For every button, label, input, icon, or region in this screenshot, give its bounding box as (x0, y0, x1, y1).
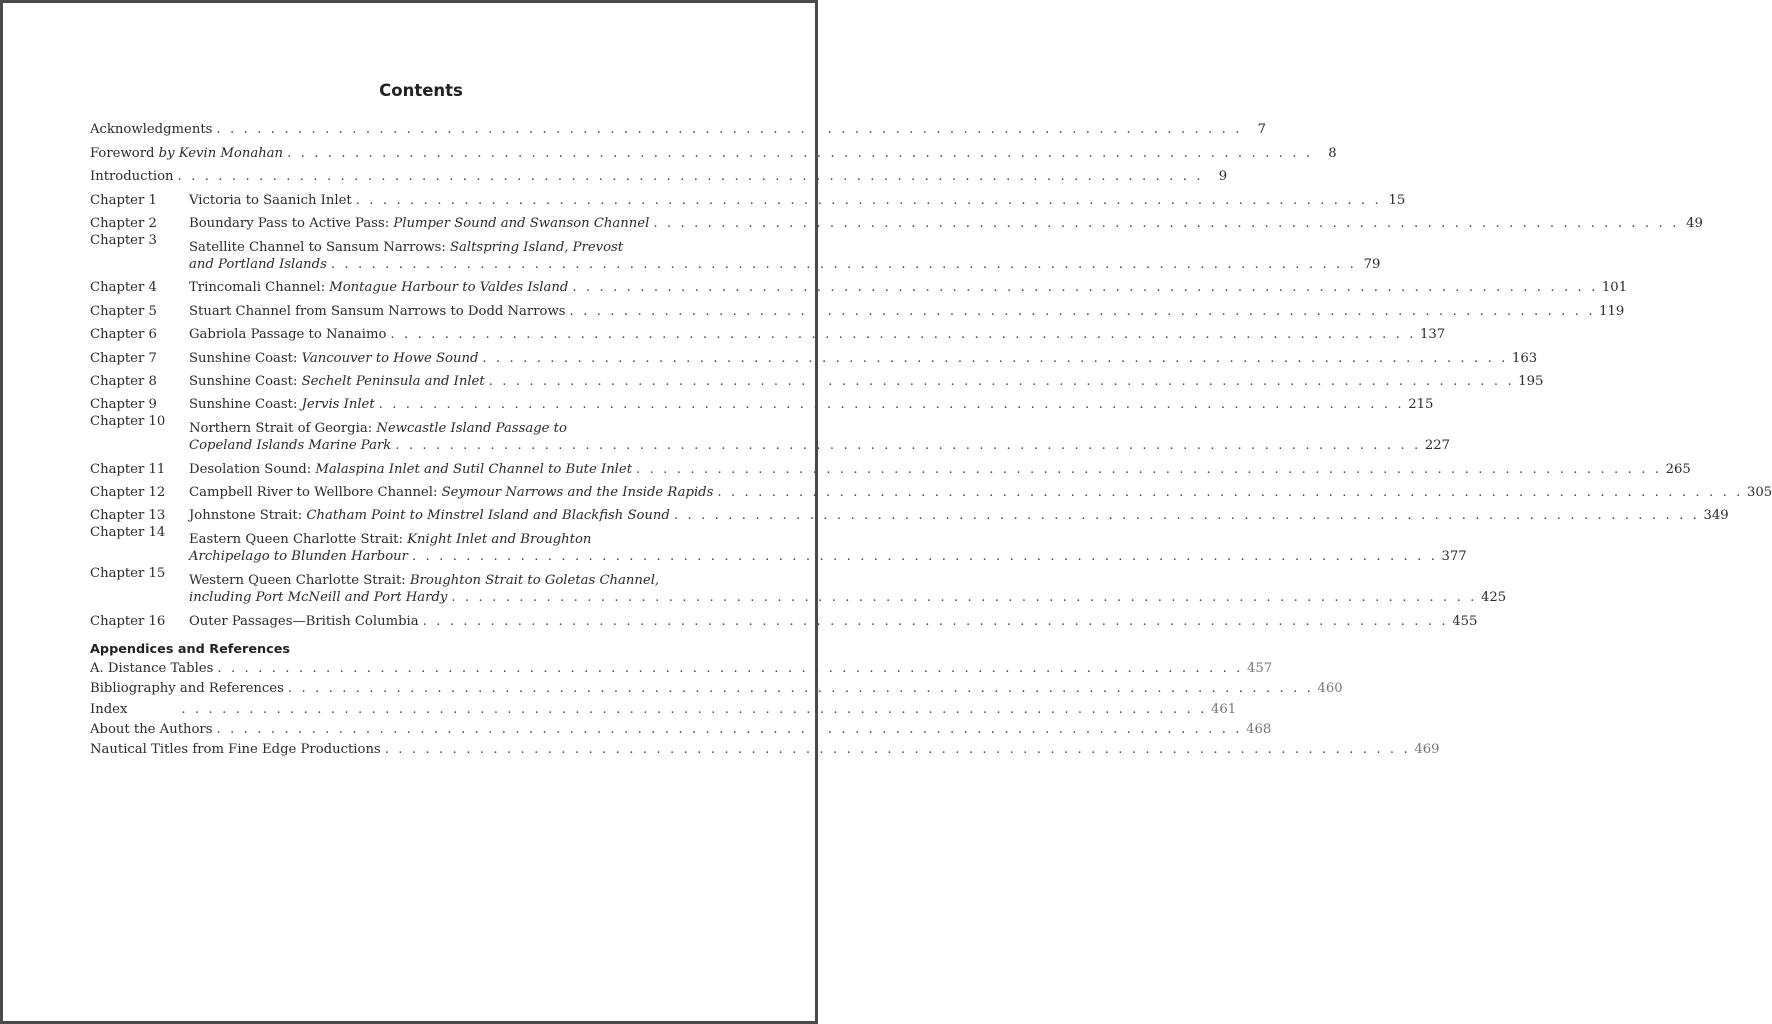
dot-leader (423, 613, 1449, 630)
appendices-heading: Appendices and References (90, 641, 291, 657)
toc-entry-title: A. Distance Tables (90, 660, 214, 676)
dot-leader (216, 121, 1242, 138)
chapter-title: Western Queen Charlotte Strait: Broughton Strait to Goletas Channel, (189, 573, 660, 589)
toc-page-number: 455 (1452, 613, 1478, 629)
chapter-title: Sunshine Coast: Sechelt Peninsula and Inlet (189, 373, 485, 389)
toc-entry-foreword[interactable] (90, 138, 1337, 161)
toc-entry-title: Index (90, 701, 128, 717)
chapter-number: Chapter 4 (90, 280, 157, 296)
dot-leader (287, 145, 1313, 162)
chapter-number: Chapter 14 (90, 525, 166, 541)
dot-leader (570, 303, 1596, 320)
toc-page-number: 49 (1686, 215, 1703, 231)
toc-chapter-13[interactable] (90, 501, 1729, 524)
chapter-title: Outer Passages—British Columbia (189, 613, 419, 629)
toc-chapter-14[interactable] (90, 524, 1467, 565)
toc-entry-title: Introduction (90, 169, 174, 185)
chapter-title: Eastern Queen Charlotte Strait: Knight Inlet and Broughton (189, 532, 592, 548)
toc-page-number: 461 (1210, 701, 1237, 717)
chapter-title: Sunshine Coast: Jervis Inlet (189, 397, 375, 413)
toc-page-number: 457 (1246, 660, 1273, 676)
chapter-number: Chapter 7 (90, 350, 157, 366)
toc-entry-title: Foreword by Kevin Monahan (90, 145, 284, 161)
dot-leader (451, 589, 1477, 606)
toc-chapter-15[interactable] (90, 565, 1507, 606)
toc-page-number: 227 (1424, 438, 1451, 454)
toc-page-number: 215 (1408, 397, 1434, 413)
dot-leader (653, 215, 1679, 232)
chapter-title-continued: Copeland Islands Marine Park (189, 438, 392, 454)
dot-leader (385, 741, 1411, 758)
toc-page-number: 305 (1746, 485, 1772, 501)
dot-leader (395, 437, 1421, 454)
toc-page-number: 119 (1599, 303, 1625, 319)
toc-page-number: 460 (1317, 681, 1343, 697)
appendix-entry[interactable] (90, 660, 1273, 677)
chapter-number: Chapter 6 (90, 327, 157, 343)
chapter-number: Chapter 5 (90, 303, 157, 319)
toc-chapter-7[interactable] (90, 343, 1538, 366)
toc-page-number: 79 (1363, 256, 1381, 272)
chapter-title: Boundary Pass to Active Pass: Plumper Sound and Swanson Channel (189, 215, 650, 231)
toc-chapter-11[interactable] (90, 454, 1691, 477)
dot-leader (489, 373, 1515, 390)
chapter-number: Chapter 3 (90, 232, 157, 248)
chapter-title: Sunshine Coast: Vancouver to Howe Sound (189, 350, 479, 366)
dot-leader (390, 326, 1416, 343)
toc-page-number: 137 (1420, 327, 1446, 343)
toc-page-number: 265 (1665, 461, 1691, 477)
toc-entry-acknowledgments[interactable] (90, 115, 1266, 138)
toc-page-number: 163 (1511, 350, 1538, 366)
toc-entry-introduction[interactable] (90, 162, 1228, 185)
dot-leader (356, 192, 1382, 209)
chapter-number: Chapter 16 (90, 613, 166, 629)
chapter-number: Chapter 12 (90, 485, 166, 501)
chapter-title: Desolation Sound: Malaspina Inlet and Sutil Channel to Bute Inlet (189, 461, 633, 477)
chapter-title: Satellite Channel to Sansum Narrows: Saltspring Island, Prevost (189, 239, 624, 255)
appendix-entry[interactable] (90, 701, 1237, 718)
chapter-title: Northern Strait of Georgia: Newcastle Island Passage to (189, 421, 567, 437)
toc-chapter-8[interactable] (90, 367, 1544, 390)
toc-entry-title: Acknowledgments (90, 122, 213, 138)
chapter-title-continued: Archipelago to Blunden Harbour (189, 549, 408, 565)
chapter-title: Campbell River to Wellbore Channel: Seymour Narrows and the Inside Rapids (189, 485, 714, 501)
chapter-number: Chapter 13 (90, 508, 166, 524)
dot-leader (217, 721, 1243, 738)
appendix-entry[interactable] (90, 721, 1272, 738)
toc-page-number: 377 (1441, 549, 1467, 565)
dot-leader (636, 461, 1662, 478)
chapter-number: Chapter 10 (90, 414, 166, 430)
toc-page-number: 425 (1480, 590, 1507, 606)
dot-leader (288, 680, 1314, 697)
chapter-title: Gabriola Passage to Nanaimo (189, 327, 387, 343)
dot-leader (181, 701, 1207, 718)
dot-leader (331, 256, 1357, 273)
toc-chapter-10[interactable] (90, 413, 1451, 454)
page-title: Contents (379, 81, 463, 100)
toc-chapter-16[interactable] (90, 606, 1478, 629)
toc-page-number: 8 (1328, 145, 1337, 161)
toc-chapter-9[interactable] (90, 390, 1434, 413)
toc-chapter-6[interactable] (90, 320, 1446, 343)
dot-leader (674, 507, 1700, 524)
toc-page-number: 101 (1601, 280, 1628, 296)
dot-leader (572, 279, 1598, 296)
chapter-title: Stuart Channel from Sansum Narrows to Dodd Narrows (189, 303, 566, 319)
chapter-title: Trincomali Channel: Montague Harbour to Valdes Island (189, 280, 569, 296)
dot-leader (217, 660, 1243, 677)
toc-chapter-3[interactable] (90, 232, 1381, 273)
toc-page-number: 349 (1703, 508, 1729, 524)
chapter-number: Chapter 8 (90, 373, 157, 389)
toc-entry-italic: by Kevin Monahan (158, 145, 284, 161)
table-of-contents (90, 115, 1772, 762)
chapter-number: Chapter 2 (90, 215, 157, 231)
appendix-entry[interactable] (90, 680, 1343, 697)
chapter-number: Chapter 11 (90, 461, 166, 477)
dot-leader (482, 350, 1508, 367)
appendices-section (90, 641, 1440, 759)
dot-leader (178, 168, 1204, 185)
dot-leader (412, 548, 1438, 565)
toc-page-number: 7 (1257, 122, 1266, 138)
chapter-title-continued: and Portland Islands (189, 256, 327, 272)
dot-leader (379, 396, 1405, 413)
toc-chapter-12[interactable] (90, 478, 1772, 501)
appendix-entry[interactable] (90, 741, 1440, 758)
toc-entry-title: Nautical Titles from Fine Edge Productions (90, 742, 381, 758)
dot-leader (717, 484, 1743, 501)
toc-page-number: 468 (1246, 722, 1272, 738)
toc-page-number: 9 (1218, 169, 1228, 185)
chapter-number: Chapter 9 (90, 397, 157, 413)
chapter-title-continued: including Port McNeill and Port Hardy (189, 590, 448, 606)
toc-page-number: 469 (1414, 742, 1440, 758)
toc-page-number: 195 (1518, 373, 1544, 389)
toc-page-number: 15 (1388, 192, 1406, 208)
toc-chapter-4[interactable] (90, 273, 1628, 296)
chapter-number: Chapter 15 (90, 566, 166, 582)
toc-chapter-2[interactable] (90, 209, 1703, 232)
chapter-number: Chapter 1 (90, 192, 157, 208)
toc-entry-title: About the Authors (90, 722, 213, 738)
toc-entry-title: Bibliography and References (90, 681, 284, 697)
chapter-title: Johnstone Strait: Chatham Point to Minstrel Island and Blackfish Sound (189, 508, 670, 524)
toc-chapter-1[interactable] (90, 185, 1406, 208)
toc-chapter-5[interactable] (90, 296, 1625, 319)
chapter-title: Victoria to Saanich Inlet (189, 192, 352, 208)
